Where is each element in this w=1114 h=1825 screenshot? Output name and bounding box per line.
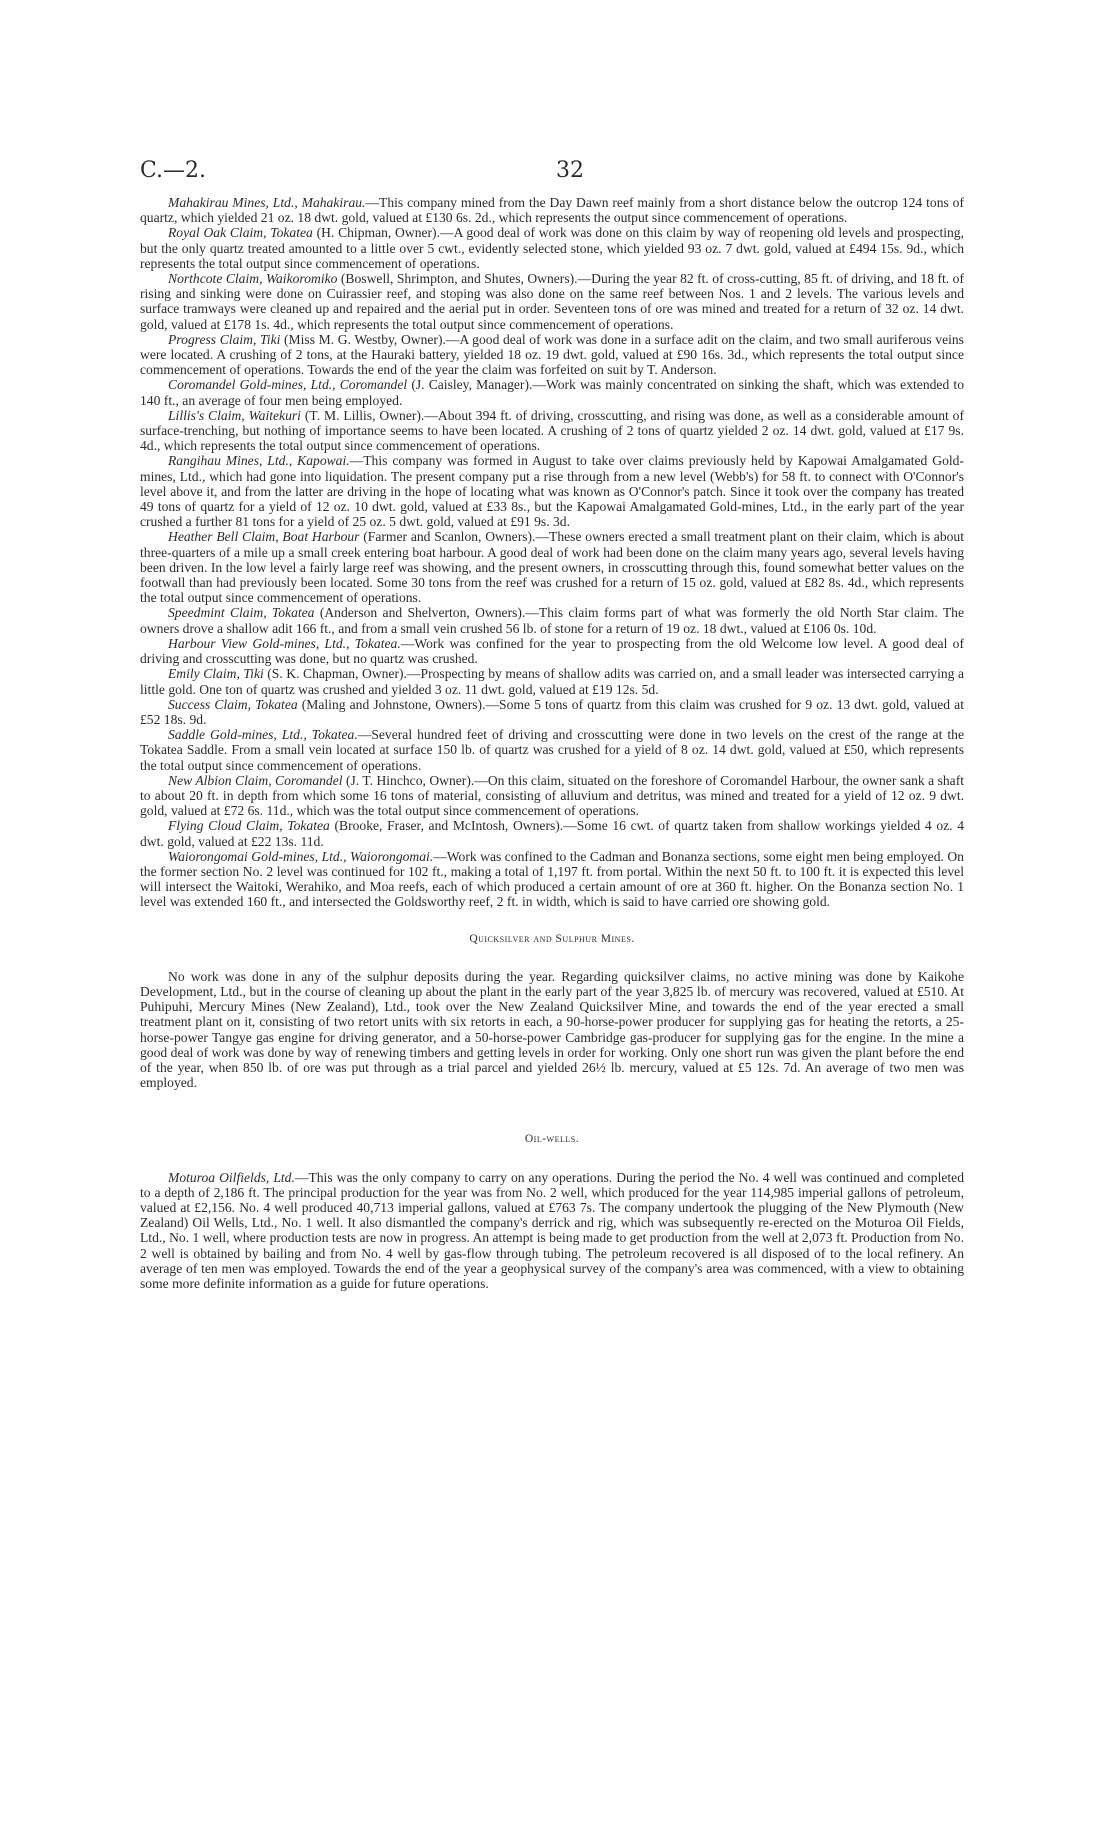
claim-name: New Albion Claim, Coromandel: [168, 772, 343, 788]
claim-name: Success Claim, Tokatea: [168, 696, 298, 712]
claim-paragraph: [140, 666, 964, 696]
claim-paragraph: [140, 529, 964, 605]
claim-paragraph: [140, 605, 964, 635]
claim-text: (S. K. Chapman, Owner).—Prospecting by means of shallow adits was carried on, and a small leader was intersected carrying a little gold. One ton of quartz was crushed and yielded 3 oz. 11 dwt. gold, valued at £19 12s. 5d.: [140, 666, 964, 697]
claim-paragraph: [140, 636, 964, 666]
claim-name: Flying Cloud Claim, Tokatea: [168, 818, 330, 834]
claim-paragraph: [140, 332, 964, 378]
claim-name: Northcote Claim, Waikoromiko: [168, 271, 338, 287]
oil-company-name: Moturoa Oilfields, Ltd.: [168, 1169, 295, 1185]
claim-paragraph: [140, 453, 964, 529]
claim-text: —Several hundred feet of driving and crosscutting were done in two levels on the crest of the range at the Tokatea Saddle. From a small vein located at surface 150 lb. of quartz was crushed for a yield of 8 oz. 14 dwt. gold, valued at £50, which represents the total output since commencement of operations.: [140, 727, 964, 773]
claim-text: —This company mined from the Day Dawn reef mainly from a short distance below the outcrop 124 tons of quartz, which yielded 21 oz. 18 dwt. gold, valued at £130 6s. 2d., which represents the output since commencement of operations.: [140, 195, 965, 226]
claim-name: Progress Claim, Tiki: [168, 331, 281, 347]
claim-name: Saddle Gold-mines, Ltd., Tokatea.: [168, 727, 358, 743]
claim-paragraph: [140, 195, 964, 225]
claim-text: (Maling and Johnstone, Owners).—Some 5 tons of quartz from this claim was crushed for 9 oz. 13 dwt. gold, valued at £52 18s. 9d.: [140, 696, 964, 727]
claim-text: (H. Chipman, Owner).—A good deal of work was done on this claim by way of reopening old levels and prospecting, but the only quartz treated amounted to a little over 5 cwt., evidently selected stone, which yielded 93 oz. 7 dwt. gold, valued at £494 15s. 9d., which represents the total output since commencement of operations.: [140, 225, 965, 271]
claim-text: (T. M. Lillis, Owner).—About 394 ft. of driving, crosscutting, and rising was done, as well as a considerable amount of surface-trenching, but nothing of importance seems to have been located. A crushing of 2 tons of quartz yielded 2 oz. 14 dwt. gold, valued at £17 9s. 4d., which represents the total output since commencement of operations.: [140, 407, 964, 454]
claim-text: (Brooke, Fraser, and McIntosh, Owners).—Some 16 cwt. of quartz taken from shallow workings yielded 4 oz. 4 dwt. gold, valued at £22 13s. 11d.: [140, 818, 964, 849]
oil-wells-heading: Oil-wells.: [524, 1133, 580, 1146]
quicksilver-paragraph: No work was done in any of the sulphur deposits during the year. Regarding quicksilver claims, no active mining was done by Kaikohe Development, Ltd., but in the course of cleaning up about the plant in the early part of the year 3,825 lb. of mercury was recovered, valued at £510. At Puhipuhi, Mercury Mines (New Zealand), Ltd., took over the New Zealand Quicksilver Mine, and towards the end of the year erected a small treatment plant on it, consisting of two retort units with six retorts in each, a 90-horse-power producer for supplying gas for heating the retorts, a 25-horse-power Tangye gas engine for driving generator, and a 50-horse-power Cambridge gas-producer for supplying gas for the engine. In the mine a good deal of work was done by way of renewing timbers and getting levels in order for working. Only one short run was given the plant before the end of the year, when 850 lb. of ore was put through as a trial parcel and yielded 26½ lb. mercury, valued at £5 12s. 7d. An average of two men was employed.: [140, 968, 964, 1091]
claim-name: Emily Claim, Tiki: [168, 666, 264, 682]
claim-paragraph: [140, 225, 964, 271]
report-body: [140, 195, 964, 1291]
page-number: 32: [556, 158, 584, 183]
claim-paragraph: [140, 377, 964, 407]
claim-name: Rangihau Mines, Ltd., Kapowai.: [168, 453, 350, 469]
claim-paragraph: [140, 727, 964, 773]
claim-text: (Farmer and Scanlon, Owners).—These owners erected a small treatment plant on their claim, which is about three-quarters of a mile up a small creek entering boat harbour. A good deal of work had been done on the claim many years ago, several levels having been driven. In the low level a fairly large reef was showing, and the present owners, in crosscutting through this, found somewhat better values on the footwall than had previously been located. Some 30 tons from the reef was crushed for a return of 15 oz. gold, valued at £82 8s. 4d., which represents the total output since commencement of operations.: [140, 529, 965, 606]
claim-paragraph: [140, 697, 964, 727]
oil-text: —This was the only company to carry on any operations. During the period the No. 4 well was continued and completed to a depth of 2,186 ft. The principal production for the year was from No. 2 well, which produced for the year 114,985 imperial gallons of petroleum, valued at £2,156. No. 4 well produced 40,713 imperial gallons, valued at £763 7s. The company undertook the plugging of the New Plymouth (New Zealand) Oil Wells, Ltd., No. 1 well. It also dismantled the company's derrick and rig, which was subsequently re-erected on the Moturoa Oil Fields, Ltd., No. 1 well, where production tests are now in progress. An attempt is being made to get production from the well at 2,073 ft. Production from No. 2 well is obtained by bailing and from No. 4 well by gas-flow through tubing. The petroleum recovered is all disposed of to the local refinery. An average of ten men was employed. Towards the end of the year a geophysical survey of the company's area was commenced, with a view to obtaining some more definite information as a guide for future operations.: [140, 1169, 964, 1291]
claim-name: Heather Bell Claim, Boat Harbour: [168, 529, 360, 545]
page-header: [140, 158, 980, 188]
claim-text: —Work was confined for the year to prospecting from the old Welcome low level. A good deal of driving and crosscutting was done, but no quartz was crushed.: [140, 635, 965, 667]
claim-text: (Boswell, Shrimpton, and Shutes, Owners).—During the year 82 ft. of cross-cutting, 85 ft. of driving, and 18 ft. of rising and sinking were done on Cuirassier reef, and stoping was also done on the same reef between Nos. 1 and 2 levels. The various levels and surface tramways were cleaned up and repaired and the aerial put in order. Seventeen tons of ore was mined and treated for a return of 32 oz. 14 dwt. gold, valued at £178 1s. 4d., which represents the total output since commencement of operations.: [140, 271, 964, 332]
claim-text: (Anderson and Shelverton, Owners).—This claim forms part of what was formerly the old North Star claim. The owners drove a shallow adit 166 ft., and from a small vein crushed 56 lb. of stone for a return of 19 oz. 18 dwt., valued at £106 0s. 10d.: [140, 605, 964, 636]
claim-text: —Work was confined to the Cadman and Bonanza sections, some eight men being employed. On the former section No. 2 level was continued for 102 ft., making a total of 1,197 ft. from portal. Within the next 50 ft. to 100 ft. it is expected this level will intersect the Waitoki, Werahiko, and Moa reefs, each of which produced a certain amount of ore at 360 ft. higher. On the Bonanza section No. 1 level was extended 160 ft., and intersected the Goldsworthy reef, 2 ft. in width, which is said to have carried ore showing gold.: [140, 848, 964, 910]
quicksilver-heading: Quicksilver and Sulphur Mines.: [469, 932, 635, 945]
claim-name: Waiorongomai Gold-mines, Ltd., Waiorongomai.: [168, 848, 434, 864]
oil-paragraph: [140, 1170, 964, 1292]
claim-name: Mahakirau Mines, Ltd., Mahakirau.: [168, 195, 366, 210]
claim-text: (J. T. Hinchco, Owner).—On this claim, situated on the foreshore of Coromandel Harbour, the owner sank a shaft to about 20 ft. in depth from which some 16 tons of material, consisting of alluvium and detritus, was mined and treated for a yield of 12 oz. 9 dwt. gold, valued at £72 6s. 11d., which was the total output since commencement of operations.: [140, 772, 964, 819]
claim-name: Lillis's Claim, Waitekuri: [168, 407, 301, 423]
claim-text: —This company was formed in August to take over claims previously held by Kapowai Amalgamated Gold-mines, Ltd., which had gone into liquidation. The present company put a rise through from a new level (Webb's) for 58 ft. to connect with O'Connor's level above it, and from the latter are driving in the hope of locating what was known as O'Connor's patch. Since it took over the company has treated 49 tons of quartz for a yield of 12 oz. 10 dwt. gold, valued at £33 8s., but the Kapowai Amalgamated Gold-mines, Ltd., in the early part of the year crushed a further 81 tons for a yield of 25 oz. 5 dwt. gold, valued at £91 9s. 3d.: [140, 453, 964, 530]
claim-paragraph: [140, 408, 964, 454]
claim-paragraph: [140, 773, 964, 819]
claim-paragraph: [140, 271, 964, 332]
claim-name: Harbour View Gold-mines, Ltd., Tokatea.: [168, 635, 401, 651]
claim-name: Royal Oak Claim, Tokatea: [168, 225, 313, 241]
claim-text: (Miss M. G. Westby, Owner).—A good deal of work was done in a surface adit on the claim, and two small auriferous veins were located. A crushing of 2 tons, at the Hauraki battery, yielded 18 oz. 19 dwt. gold, valued at £90 16s. 3d., which represents the total output since commencement of operations. Towards the end of the year the claim was forfeited on suit by T. Anderson.: [140, 331, 964, 378]
series-reference: C.—2.: [140, 158, 207, 183]
claim-paragraph: [140, 818, 964, 848]
claim-text: (J. Caisley, Manager).—Work was mainly concentrated on sinking the shaft, which was extended to 140 ft., an average of four men being employed.: [140, 377, 964, 408]
claim-name: Speedmint Claim, Tokatea: [168, 605, 315, 621]
claim-paragraph: [140, 849, 964, 910]
claim-name: Coromandel Gold-mines, Ltd., Coromandel: [168, 377, 408, 393]
